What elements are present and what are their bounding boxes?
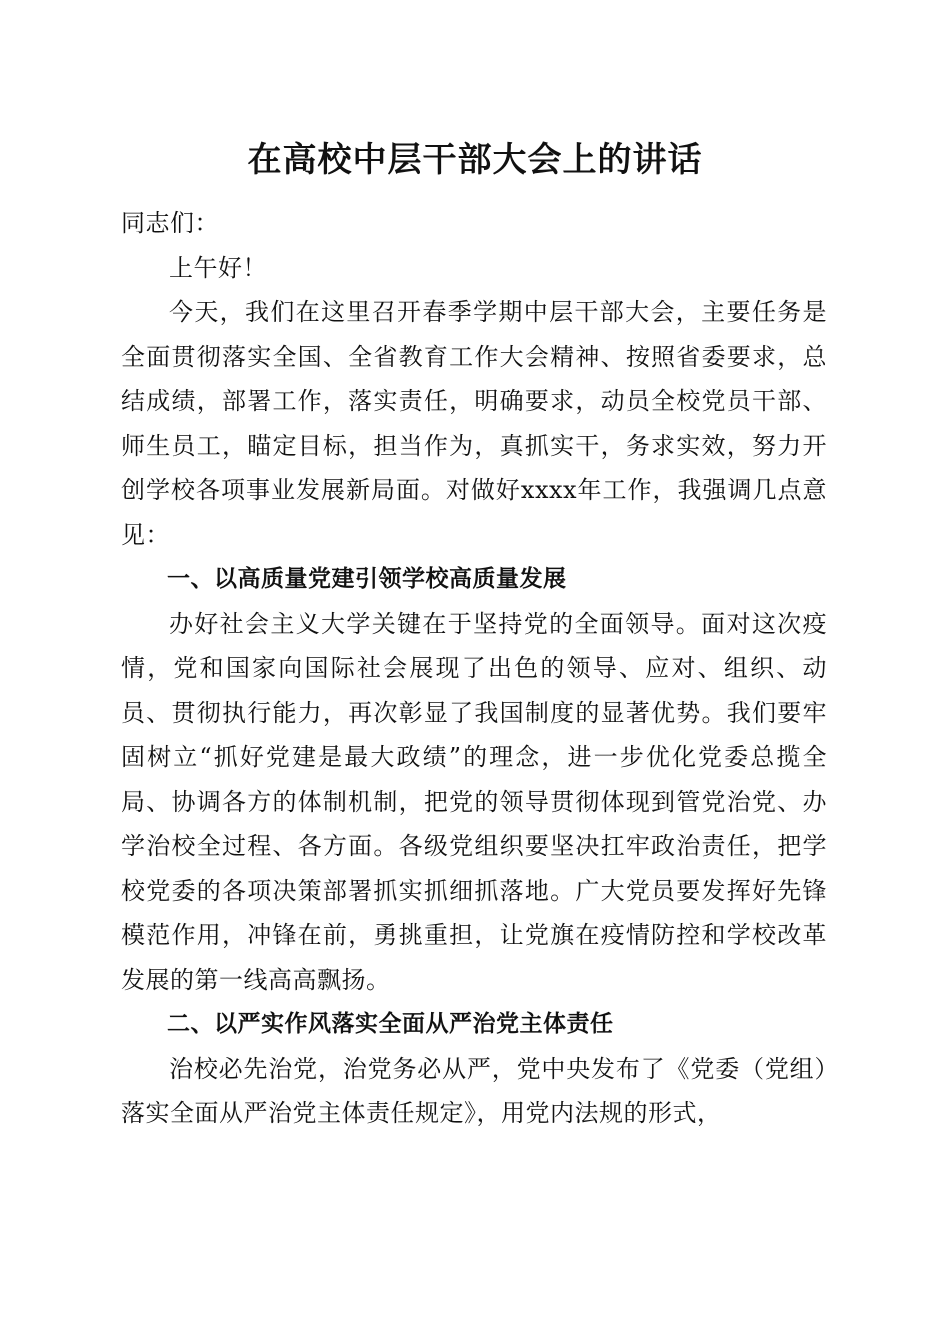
section-paragraph-1: 办好社会主义大学关键在于坚持党的全面领导。面对这次疫情，党和国家向国际社会展现了出色的领导、应对、组织、动员、贯彻执行能力，再次彰显了我国制度的显著优势。我们要牢固树立“抓好党建是最大政绩”的理念，进一步优化党委总揽全局、协调各方的体制机制，把党的领导贯彻体现到管党治党、办学治校全过程、各方面。各级党组织要坚决扛牢政治责任，把学校党委的各项决策部署抓实抓细抓落地。广大党员要发挥好先锋模范作用，冲锋在前，勇挑重担，让党旗在疫情防控和学校改革发展的第一线高高飘扬。: [121, 609, 827, 994]
section-paragraph-2: 治校必先治党，治党务必从严，党中央发布了《党委（党组）落实全面从严治党主体责任规定》，用党内法规的形式，: [121, 1054, 827, 1127]
section-heading-1: 一、以高质量党建引领学校高质量发展: [167, 566, 567, 592]
document-body: [121, 201, 827, 1136]
document-title: 在高校中层干部大会上的讲话: [247, 140, 703, 180]
section-heading-2: 二、以严实作风落实全面从严治党主体责任: [167, 1011, 614, 1037]
greeting: 上午好！: [169, 253, 267, 282]
intro-paragraph: 今天，我们在这里召开春季学期中层干部大会，主要任务是全面贯彻落实全国、全省教育工作大会精神、按照省委要求，总结成绩，部署工作，落实责任，明确要求，动员全校党员干部、师生员工，瞄定目标，担当作为，真抓实干，务求实效，努力开创学校各项事业发展新局面。对做好xxxx年工作，我强调几点意见：: [121, 298, 827, 549]
salutation: 同志们：: [121, 209, 219, 237]
